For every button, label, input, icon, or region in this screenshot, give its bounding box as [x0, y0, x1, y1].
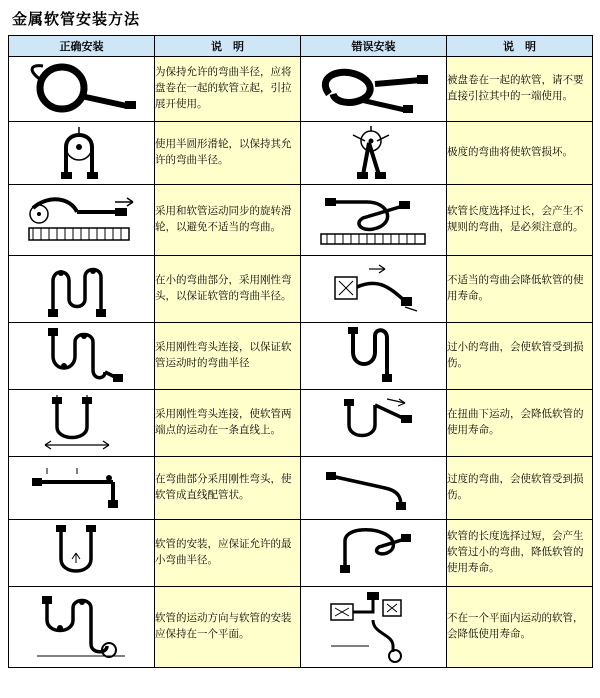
table-row — [9, 457, 593, 520]
rigid-bend-small-radius-figure — [17, 259, 147, 319]
description-cell-correct: 在弯曲部分采用刚性弯头，使软管成直线配管状。 — [155, 457, 301, 520]
table-row — [9, 256, 593, 323]
figure-cell-correct — [9, 57, 155, 122]
same-plane-motion-figure — [17, 590, 147, 664]
header-wrong-installation: 错误安装 — [301, 36, 447, 57]
torsion-motion-figure — [309, 393, 439, 453]
figure-cell-wrong — [301, 323, 447, 390]
description-cell-correct: 为保持允许的弯曲半径，应将盘卷在一起的软管立起，引拉展开使用。 — [155, 57, 301, 122]
sharp-bend-pulley-figure — [309, 125, 439, 181]
description-cell-wrong: 软管的长度选择过短，会产生软管过小的弯曲，降低软管的使用寿命。 — [447, 520, 593, 587]
header-correct-installation: 正确安装 — [9, 36, 155, 57]
description-cell-wrong: 软管长度选择过长，会产生不规则的弯曲，是必须注意的。 — [447, 185, 593, 256]
rigid-elbow-connection-figure — [17, 326, 147, 386]
table-row — [9, 390, 593, 457]
description-cell-correct: 软管的安装，应保证允许的最小弯曲半径。 — [155, 520, 301, 587]
figure-cell-wrong — [301, 256, 447, 323]
figure-cell-correct — [9, 256, 155, 323]
coiled-hose-pulled-figure — [309, 60, 439, 118]
improper-bend-figure — [309, 259, 439, 319]
description-cell-correct: 使用半圆形滑轮，以保持其允许的弯曲半径。 — [155, 122, 301, 185]
figure-cell-wrong — [301, 122, 447, 185]
table-row — [9, 185, 593, 256]
figure-cell-wrong — [301, 520, 447, 587]
description-cell-wrong: 在扭曲下运动，会降低软管的使用寿命。 — [447, 390, 593, 457]
figure-cell-correct — [9, 457, 155, 520]
coiled-hose-standing-figure — [17, 60, 147, 118]
too-small-bend-figure — [309, 326, 439, 386]
description-cell-wrong: 过度的弯曲，会使软管受到损伤。 — [447, 457, 593, 520]
irregular-bend-long-hose-figure — [307, 188, 441, 252]
description-cell-wrong: 过小的弯曲，会使软管受到损伤。 — [447, 323, 593, 390]
table-header-row — [9, 36, 593, 57]
table-row — [9, 122, 593, 185]
figure-cell-wrong — [301, 587, 447, 668]
synchronized-rotating-pulley-figure — [15, 188, 149, 252]
figure-cell-wrong — [301, 185, 447, 256]
table-row — [9, 587, 593, 668]
out-of-plane-motion-figure — [309, 590, 439, 664]
figure-cell-correct — [9, 587, 155, 668]
rigid-elbow-straight-motion-figure — [17, 393, 147, 453]
description-cell-wrong: 被盘卷在一起的软管，请不要直接引拉其中的一端使用。 — [447, 57, 593, 122]
description-cell-correct: 采用刚性弯头连接，使软管两端点的运动在一条直线上。 — [155, 390, 301, 457]
description-cell-wrong: 不适当的弯曲会降低软管的使用寿命。 — [447, 256, 593, 323]
description-cell-correct: 在小的弯曲部分，采用刚性弯头，以保证软管的弯曲半径。 — [155, 256, 301, 323]
minimum-bend-radius-u-figure — [17, 523, 147, 583]
page-title: 金属软管安装方法 — [12, 10, 141, 28]
over-long-hose-small-bend-figure — [309, 523, 439, 583]
excessive-bend-figure — [309, 460, 439, 516]
table-row — [9, 520, 593, 587]
description-cell-wrong: 极度的弯曲将使软管损坏。 — [447, 122, 593, 185]
figure-cell-wrong — [301, 390, 447, 457]
table-row — [9, 323, 593, 390]
figure-cell-wrong — [301, 57, 447, 122]
figure-cell-correct — [9, 323, 155, 390]
figure-cell-correct — [9, 122, 155, 185]
figure-cell-wrong — [301, 457, 447, 520]
figure-cell-correct — [9, 520, 155, 587]
description-cell-wrong: 不在一个平面内运动的软管，会降低使用寿命。 — [447, 587, 593, 668]
header-wrong-description: 说 明 — [447, 36, 593, 57]
semicircular-pulley-figure — [17, 125, 147, 181]
description-cell-correct: 软管的运动方向与软管的安装应保持在一个平面。 — [155, 587, 301, 668]
figure-cell-correct — [9, 185, 155, 256]
description-cell-correct: 采用和软管运动同步的旋转滑轮，以避免不适当的弯曲。 — [155, 185, 301, 256]
straight-pipe-with-elbow-figure — [17, 460, 147, 516]
description-cell-correct: 采用刚性弯头连接，以保证软管运动时的弯曲半径 — [155, 323, 301, 390]
hose-installation-table — [8, 35, 593, 668]
header-correct-description: 说 明 — [155, 36, 301, 57]
figure-cell-correct — [9, 390, 155, 457]
table-row — [9, 57, 593, 122]
